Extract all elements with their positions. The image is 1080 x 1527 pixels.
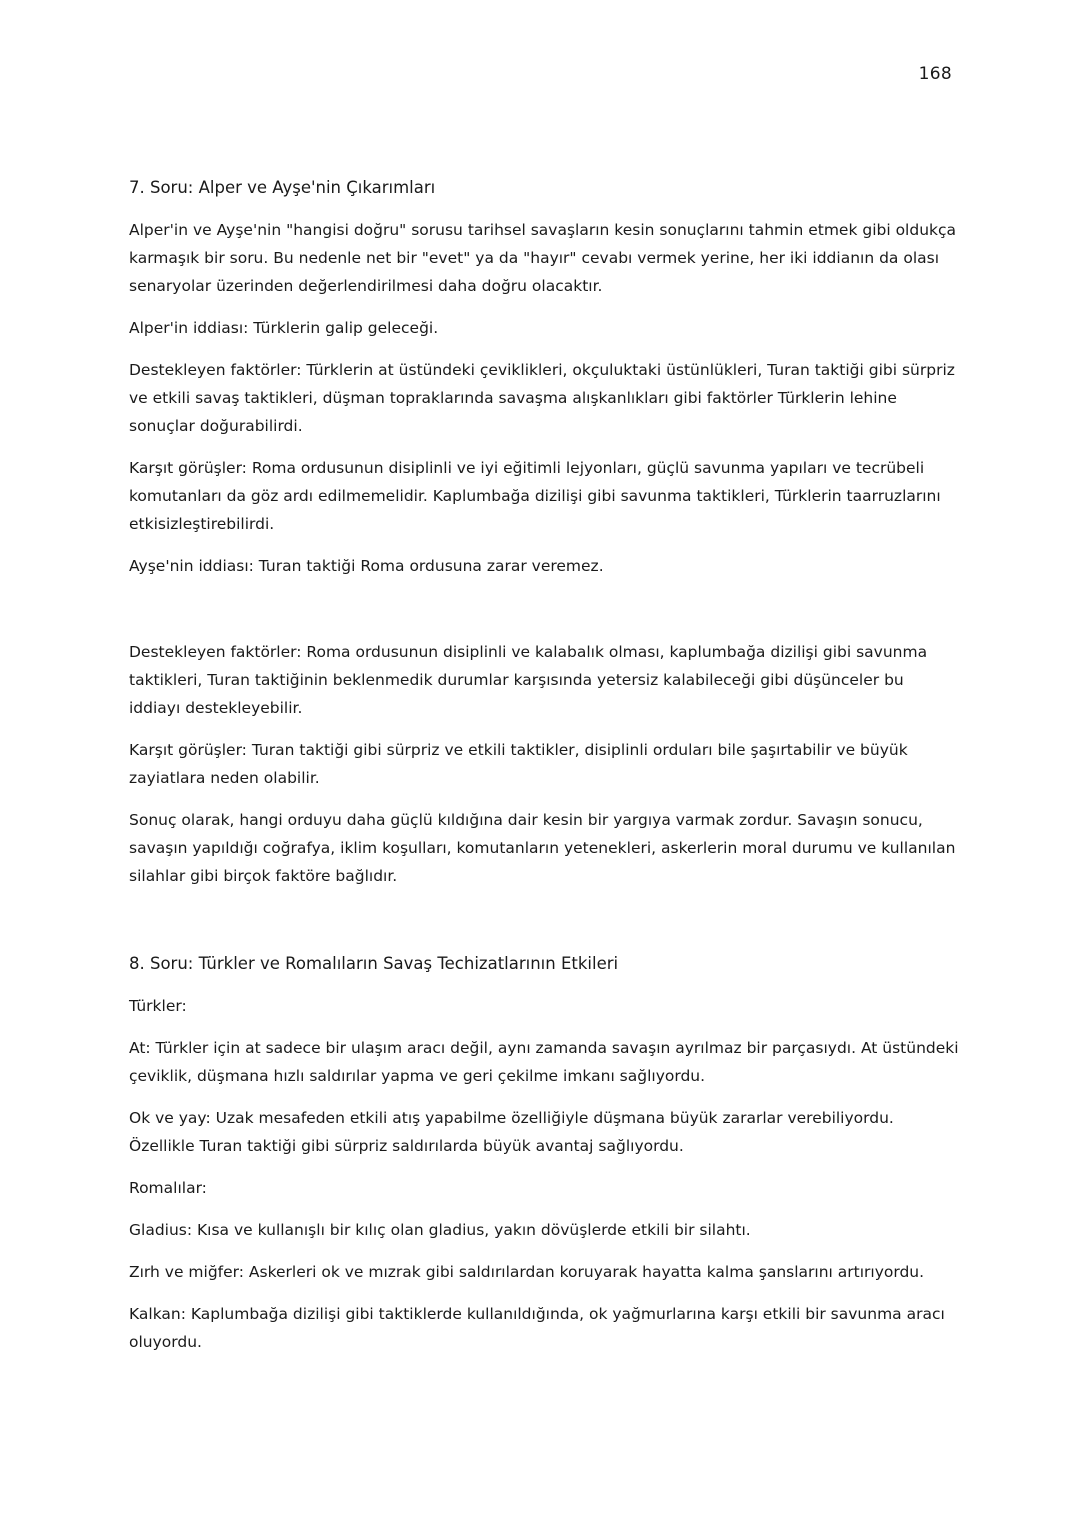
romans-label: Romalılar: [129,1179,207,1197]
ayse-claim: Ayşe'nin iddiası: Turan taktiği Roma ordusuna zarar veremez. [129,557,604,575]
section7-conclusion: Sonuç olarak, hangi orduyu daha güçlü kıldığına dair kesin bir yargıya varmak zordur. Savaşın sonucu, savaşın yapıldığı coğrafya, iklim koşulları, komutanların yetenekleri, askerlerin moral durumu ve kullanılan silahlar gibi birçok faktöre bağlıdır. [129,811,956,885]
page-content [129,174,959,1370]
section7-heading: 7. Soru: Alper ve Ayşe'nin Çıkarımları [129,178,436,197]
section7-intro: Alper'in ve Ayşe'nin "hangisi doğru" sorusu tarihsel savaşların kesin sonuçlarını tahmin etmek gibi oldukça karmaşık bir soru. Bu nedenle net bir "evet" ya da "hayır" cevabı vermek yerine, her iki iddianın da olası senaryolar üzerinden değerlendirilmesi daha doğru olacaktır. [129,221,957,295]
alper-supporting-factors: Destekleyen faktörler: Türklerin at üstündeki çeviklikleri, okçuluktaki üstünlükleri, Turan taktiği gibi sürpriz ve etkili savaş taktikleri, düşman topraklarında savaşma alışkanlıkları gibi faktörler Türklerin lehine sonuçlar doğurabilirdi. [129,361,955,435]
romans-gladius: Gladius: Kısa ve kullanışlı bir kılıç olan gladius, yakın dövüşlerde etkili bir silahtı. [129,1221,751,1239]
ayse-supporting-factors: Destekleyen faktörler: Roma ordusunun disiplinli ve kalabalık olması, kaplumbağa dizilişi gibi savunma taktikleri, Turan taktiğinin beklenmedik durumlar karşısında yetersiz kalabileceği gibi düşünceler bu iddiayı destekleyebilir. [129,643,928,717]
turks-horse: At: Türkler için at sadece bir ulaşım aracı değil, aynı zamanda savaşın ayrılmaz bir parçasıydı. At üstündeki çeviklik, düşmana hızlı saldırılar yapma ve geri çekilme imkanı sağlıyordu. [129,1039,959,1085]
turks-label: Türkler: [129,997,187,1015]
section8-heading: 8. Soru: Türkler ve Romalıların Savaş Techizatlarının Etkileri [129,954,619,973]
ayse-counter-views: Karşıt görüşler: Turan taktiği gibi sürpriz ve etkili taktikler, disiplinli orduları bile şaşırtabilir ve büyük zayiatlara neden olabilir. [129,741,908,787]
spacer [129,904,959,950]
page-number: 168 [918,64,952,84]
turks-bow: Ok ve yay: Uzak mesafeden etkili atış yapabilme özelliğiyle düşmana büyük zararlar verebiliyordu. Özellikle Turan taktiği gibi sürpriz saldırılarda büyük avantaj sağlıyordu. [129,1109,894,1155]
romans-shield: Kalkan: Kaplumbağa dizilişi gibi taktiklerde kullanıldığında, ok yağmurlarına karşı etkili bir savunma aracı oluyordu. [129,1305,945,1351]
alper-counter-views: Karşıt görüşler: Roma ordusunun disiplinli ve iyi eğitimli lejyonları, güçlü savunma yapıları ve tecrübeli komutanları da göz ardı edilmemelidir. Kaplumbağa dizilişi gibi savunma taktikleri, Türklerin taarruzlarını etkisizleştirebilirdi. [129,459,941,533]
romans-armor: Zırh ve miğfer: Askerleri ok ve mızrak gibi saldırılardan koruyarak hayatta kalma şanslarını artırıyordu. [129,1263,925,1281]
spacer [129,594,959,638]
alper-claim: Alper'in iddiası: Türklerin galip geleceği. [129,319,439,337]
